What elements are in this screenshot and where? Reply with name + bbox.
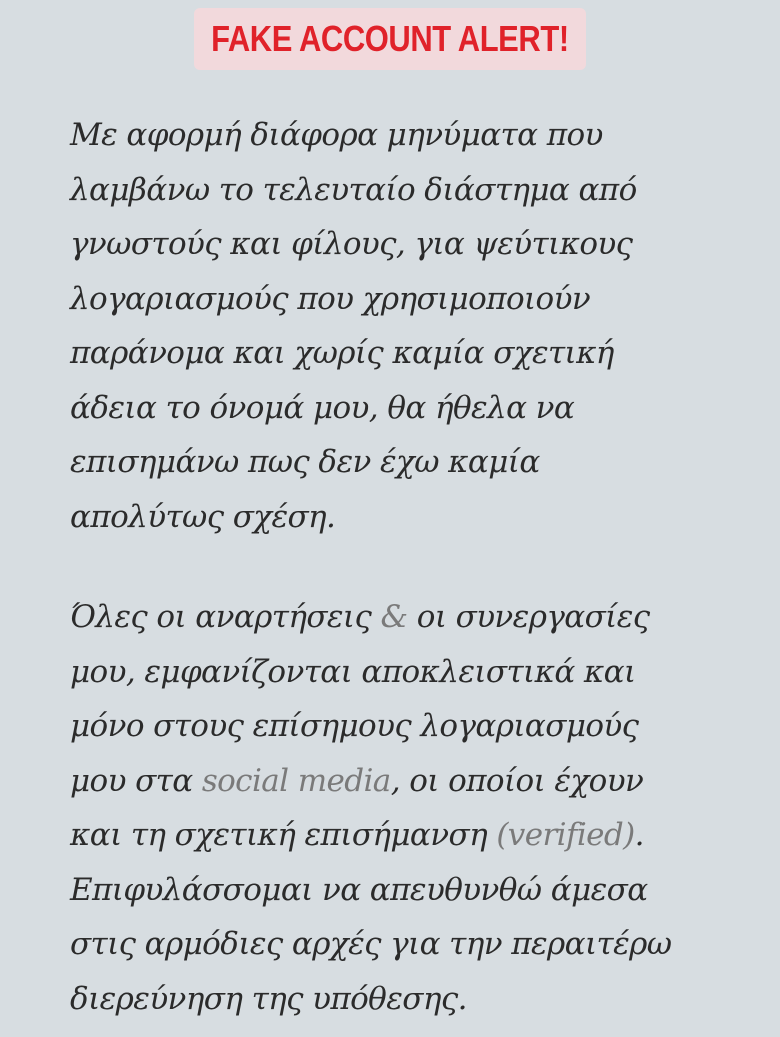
line-text: .: [634, 817, 644, 853]
paragraph-line: μου, εμφανίζονται αποκλειστικά και: [70, 653, 636, 690]
paragraph-line: μόνο στους επίσημους λογαριασμούς: [70, 708, 639, 744]
paragraph-line: Με αφορμή διάφορα μηνύματα που: [70, 117, 603, 153]
verified-term: (verified): [496, 817, 635, 853]
social-media-term: social media: [201, 762, 391, 799]
paragraph-line: άδεια το όνομά μου, θα ήθελα να: [70, 389, 575, 426]
paragraph-line: διερεύνηση της υπόθεσης.: [70, 980, 467, 1017]
paragraph-line: [70, 590, 750, 645]
paragraph-line: απολύτως σχέση.: [70, 498, 336, 535]
line-text: οι συνεργασίες: [407, 599, 650, 635]
paragraph-line: παράνομα και χωρίς καμία σχετική: [70, 335, 614, 371]
paragraph-line: γνωστούς και φίλους, για ψεύτικους: [70, 226, 633, 262]
paragraph-line: επισημάνω πως δεν έχω καμία: [70, 444, 540, 480]
alert-title: FAKE ACCOUNT ALERT!: [211, 18, 569, 59]
paragraph-line: λαμβάνω το τελευταίο διάστημα από: [70, 171, 637, 208]
paragraph-fake-accounts: [70, 108, 750, 544]
paragraph-line: λογαριασμούς που χρησιμοποιούν: [70, 280, 591, 317]
paragraph-line: στις αρμόδιες αρχές για την περαιτέρω: [70, 926, 672, 962]
paragraph-line: [70, 754, 750, 809]
line-text: , οι οποίοι έχουν: [390, 762, 644, 799]
paragraph-line: Επιφυλάσσομαι να απευθυνθώ άμεσα: [70, 871, 648, 908]
line-text: Όλες οι αναρτήσεις: [70, 599, 381, 635]
ampersand: &: [380, 599, 408, 635]
line-text: μου στα: [70, 762, 202, 799]
alert-badge: [194, 8, 586, 70]
paragraph-official-accounts: [70, 590, 750, 1026]
line-text: και τη σχετική επισήμανση: [70, 817, 497, 853]
paragraph-line: [70, 808, 750, 863]
